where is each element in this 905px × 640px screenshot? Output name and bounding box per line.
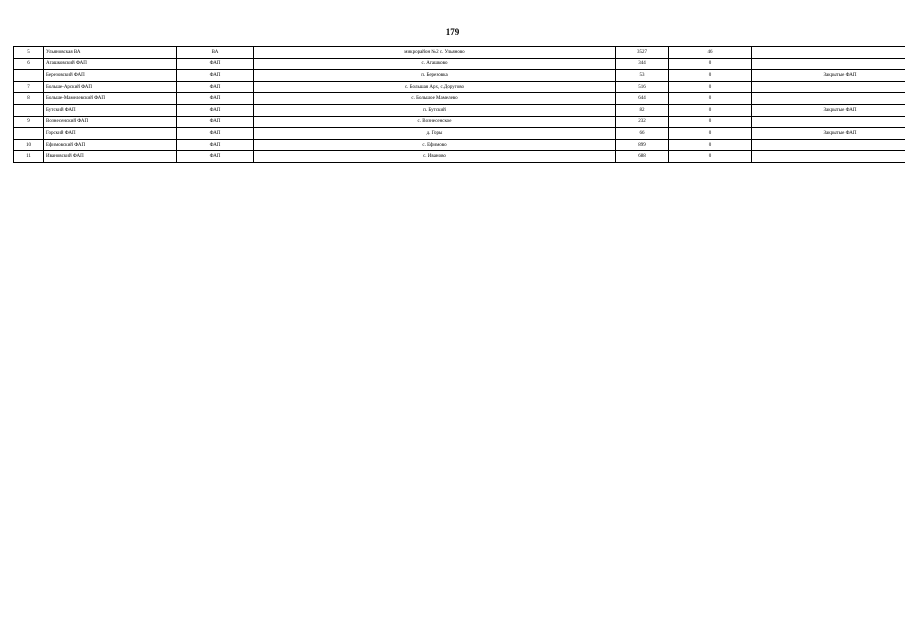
cell-type: ФАП: [177, 139, 254, 151]
table-row: [14, 47, 905, 59]
cell-num: 6: [14, 58, 44, 70]
cell-cnt: 0: [669, 58, 752, 70]
cell-type: ВА: [177, 47, 254, 59]
cell-loc: с. Большая Арх, с.Доругово: [254, 81, 616, 93]
cell-pop: 82: [616, 104, 669, 116]
cell-pop: 53: [616, 70, 669, 82]
table-row: [14, 128, 905, 140]
table-row: [14, 58, 905, 70]
cell-note: [752, 139, 905, 151]
cell-num: [14, 70, 44, 82]
table-row: [14, 93, 905, 105]
cell-cnt: 0: [669, 139, 752, 151]
cell-pop: 644: [616, 93, 669, 105]
cell-pop: 232: [616, 116, 669, 128]
cell-note: [752, 93, 905, 105]
table-body: [14, 47, 905, 163]
cell-cnt: 46: [669, 47, 752, 59]
cell-pop: 344: [616, 58, 669, 70]
cell-name: Бутский ФАП: [44, 104, 177, 116]
cell-pop: 516: [616, 81, 669, 93]
cell-num: 10: [14, 139, 44, 151]
cell-name: Березовский ФАП: [44, 70, 177, 82]
cell-type: ФАП: [177, 128, 254, 140]
cell-cnt: 0: [669, 93, 752, 105]
cell-loc: д. Горы: [254, 128, 616, 140]
table-row: [14, 81, 905, 93]
cell-pop: 3527: [616, 47, 669, 59]
table-row: [14, 116, 905, 128]
table-row: [14, 104, 905, 116]
cell-name: Горский ФАП: [44, 128, 177, 140]
cell-num: 7: [14, 81, 44, 93]
cell-type: ФАП: [177, 81, 254, 93]
cell-name: Больше-Мамелевский ФАП: [44, 93, 177, 105]
cell-cnt: 0: [669, 116, 752, 128]
cell-name: Ульяновская ВА: [44, 47, 177, 59]
cell-pop: 899: [616, 139, 669, 151]
cell-num: 8: [14, 93, 44, 105]
cell-type: ФАП: [177, 116, 254, 128]
cell-loc: с. Агашково: [254, 58, 616, 70]
cell-note: [752, 81, 905, 93]
cell-cnt: 0: [669, 128, 752, 140]
cell-note: Закрытые ФАП: [752, 104, 905, 116]
cell-note: [752, 116, 905, 128]
cell-pop: 66: [616, 128, 669, 140]
cell-type: ФАП: [177, 104, 254, 116]
cell-name: Больше-Арский ФАП: [44, 81, 177, 93]
cell-cnt: 0: [669, 70, 752, 82]
cell-name: Ивановский ФАП: [44, 151, 177, 163]
table-row: [14, 151, 905, 163]
cell-note: [752, 151, 905, 163]
cell-loc: с. Иваново: [254, 151, 616, 163]
cell-name: Ефимовский ФАП: [44, 139, 177, 151]
cell-num: [14, 128, 44, 140]
cell-note: [752, 58, 905, 70]
cell-type: ФАП: [177, 151, 254, 163]
cell-loc: с. Большое Мамелево: [254, 93, 616, 105]
cell-loc: с. Ефимово: [254, 139, 616, 151]
cell-loc: с. Вознесенское: [254, 116, 616, 128]
cell-note: [752, 47, 905, 59]
cell-cnt: 0: [669, 81, 752, 93]
cell-num: [14, 104, 44, 116]
cell-loc: п. Бутский: [254, 104, 616, 116]
cell-note: Закрытые ФАП: [752, 128, 905, 140]
cell-name: Вознесенский ФАП: [44, 116, 177, 128]
cell-name: Агашковский ФАП: [44, 58, 177, 70]
facility-table: [13, 46, 905, 163]
cell-loc: микрорайон №2 с. Ульяново: [254, 47, 616, 59]
cell-pop: 688: [616, 151, 669, 163]
page-number: 179: [445, 27, 460, 37]
cell-num: 9: [14, 116, 44, 128]
cell-num: 5: [14, 47, 44, 59]
cell-num: 11: [14, 151, 44, 163]
cell-cnt: 0: [669, 151, 752, 163]
cell-type: ФАП: [177, 58, 254, 70]
cell-type: ФАП: [177, 93, 254, 105]
cell-cnt: 0: [669, 104, 752, 116]
cell-loc: п. Березовка: [254, 70, 616, 82]
cell-type: ФАП: [177, 70, 254, 82]
table-row: [14, 70, 905, 82]
cell-note: Закрытые ФАП: [752, 70, 905, 82]
table-row: [14, 139, 905, 151]
